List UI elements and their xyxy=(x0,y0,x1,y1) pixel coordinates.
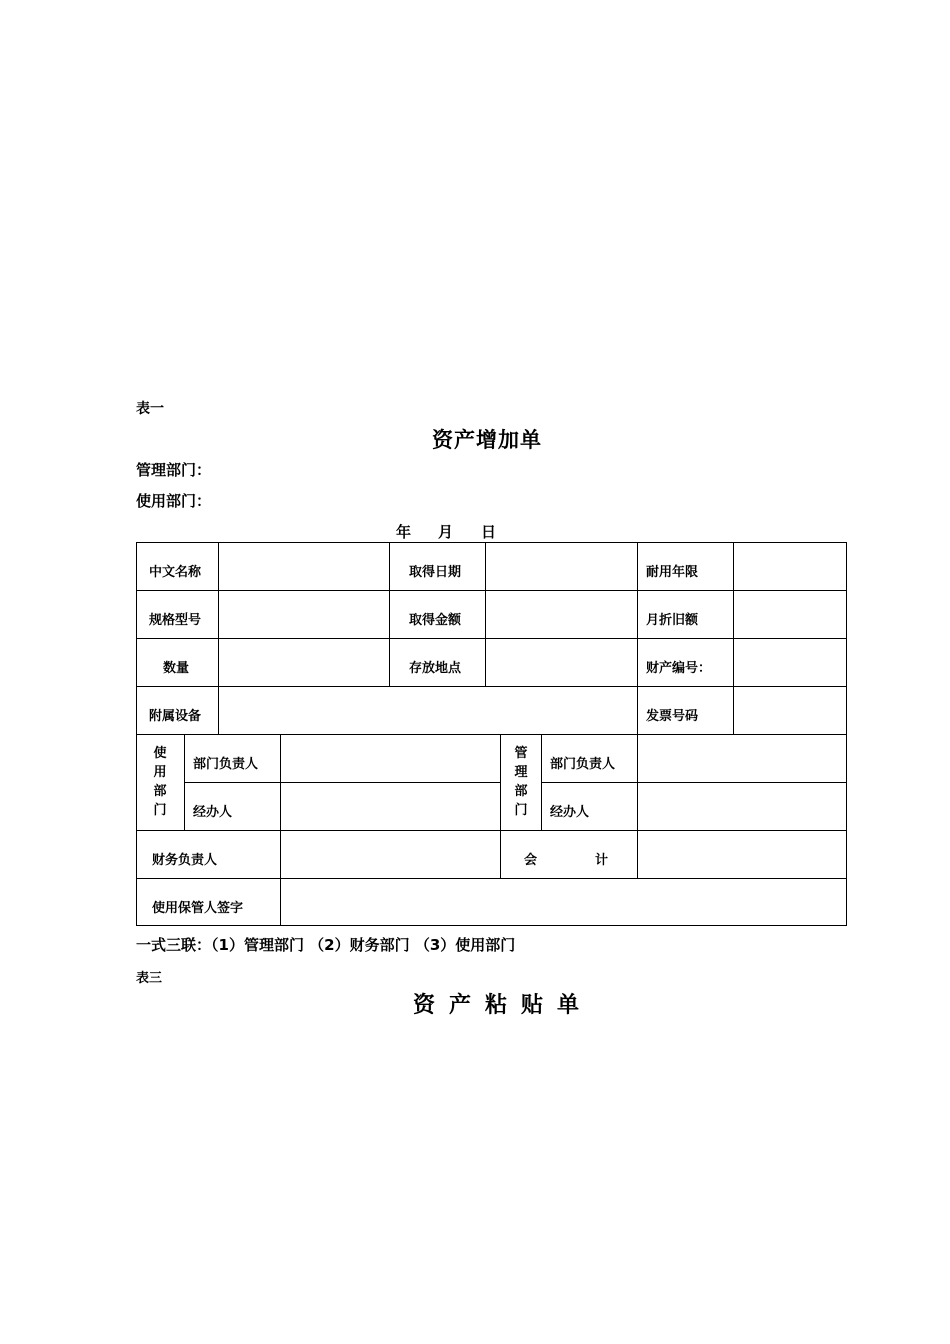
date-year: 年 xyxy=(396,523,412,541)
grid-line xyxy=(136,734,847,735)
label-accounting-1: 会 xyxy=(524,853,538,868)
label-monthly-depreciation: 月折旧额 xyxy=(646,613,699,628)
label-handler-left: 经办人 xyxy=(193,805,233,820)
table-one-caption: 表一 xyxy=(136,401,164,417)
label-quantity: 数量 xyxy=(163,661,190,676)
label-invoice-number: 发票号码 xyxy=(646,709,699,724)
use-dept-label: 使用部门： xyxy=(136,492,212,510)
grid-line xyxy=(136,542,137,926)
grid-line xyxy=(136,542,847,543)
label-spec-model: 规格型号 xyxy=(149,613,202,628)
grid-line xyxy=(485,542,486,686)
grid-line xyxy=(218,542,219,734)
grid-line xyxy=(280,734,281,926)
grid-line xyxy=(846,542,847,926)
label-use-dept-vertical: 使 用 部 门 xyxy=(153,746,167,818)
label-mgmt-dept-vertical: 管 理 部 门 xyxy=(514,746,528,818)
label-cn-name: 中文名称 xyxy=(149,565,202,580)
grid-line xyxy=(733,542,734,734)
label-accessories: 附属设备 xyxy=(149,709,202,724)
copies-note: 一式三联：（1）管理部门 （2）财务部门 （3）使用部门 xyxy=(136,936,516,954)
label-useful-life: 耐用年限 xyxy=(646,565,699,580)
grid-line xyxy=(637,734,638,878)
grid-line xyxy=(500,734,501,878)
grid-line xyxy=(136,638,847,639)
label-location: 存放地点 xyxy=(409,661,462,676)
asset-addition-form xyxy=(136,542,847,926)
mgmt-dept-label: 管理部门： xyxy=(136,461,212,479)
date-month: 月 xyxy=(438,523,454,541)
label-finance-head: 财务负责人 xyxy=(152,853,218,868)
grid-line xyxy=(389,542,390,686)
grid-line xyxy=(136,878,847,879)
table-three-title: 资产粘贴单 xyxy=(413,993,594,1018)
label-acquire-date: 取得日期 xyxy=(409,565,462,580)
label-handler-right: 经办人 xyxy=(550,805,590,820)
table-one-title: 资产增加单 xyxy=(432,428,542,452)
grid-line xyxy=(136,590,847,591)
label-custodian-signature: 使用保管人签字 xyxy=(152,901,244,916)
grid-line xyxy=(184,734,185,830)
grid-line xyxy=(136,686,847,687)
date-day: 日 xyxy=(481,523,497,541)
grid-line xyxy=(184,782,500,783)
grid-line xyxy=(541,782,847,783)
grid-line xyxy=(637,542,638,734)
label-dept-head-right: 部门负责人 xyxy=(550,757,616,772)
label-asset-number: 财产编号： xyxy=(646,661,712,676)
grid-line xyxy=(136,830,847,831)
table-three-caption: 表三 xyxy=(136,971,163,986)
label-dept-head-left: 部门负责人 xyxy=(193,757,259,772)
label-accounting-2: 计 xyxy=(595,853,609,868)
grid-line xyxy=(136,925,847,926)
grid-line xyxy=(541,734,542,830)
label-acquire-amount: 取得金额 xyxy=(409,613,462,628)
